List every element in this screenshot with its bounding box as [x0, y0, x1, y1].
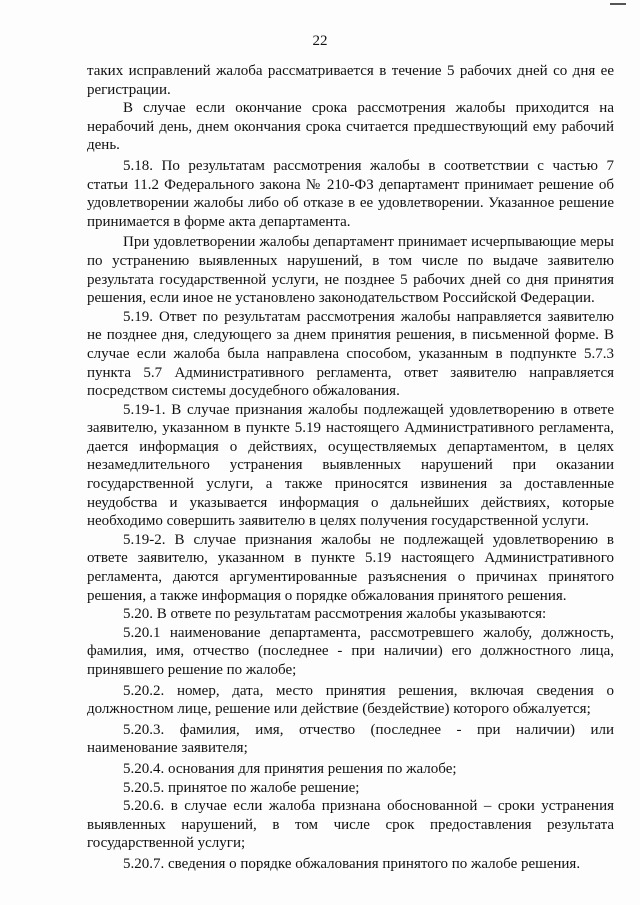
paragraph: При удовлетворении жалобы департамент принимает исчерпывающие меры по устранению выявленных нарушений, в том числе по выдаче заявителю результата государственной услуги, не позднее 5 рабочих дней со дня принятия решения, если иное не установлено законодательством Российской Федерации.	[87, 234, 614, 307]
paragraph: 5.20. В ответе по результатам рассмотрения жалобы указываются:	[123, 606, 547, 623]
paragraph: 5.20.4. основания для принятия решения по жалобе;	[123, 760, 457, 777]
paragraph: 5.20.6. в случае если жалоба признана обоснованной – сроки устранения выявленных нарушений, в том числе срок предоставления результата государственной услуги;	[87, 798, 614, 852]
page-number: 22	[312, 33, 328, 49]
paragraph: 5.19-1. В случае признания жалобы подлежащей удовлетворению в ответе заявителю, указанном в пункте 5.19 настоящего Административного регламента, дается информация о действиях, осуществляемых департаментом, в целях незамедлительного устранения выявленных нарушений при оказании государственной услуги, а также приносятся извинения за доставленные неудобства и указывается информация о дальнейших действиях, которые необходимо совершить заявителю в целях получения государственной услуги.	[87, 401, 614, 530]
paragraph: 5.20.2. номер, дата, место принятия решения, включая сведения о должностном лице, решение или действие (бездействие) которого обжалуется;	[87, 682, 614, 718]
paragraph: таких исправлений жалоба рассматривается в течение 5 рабочих дней со дня ее регистрации.	[87, 63, 614, 98]
paragraph: 5.20.5. принятое по жалобе решение;	[123, 779, 360, 796]
body-text	[87, 62, 614, 874]
paragraph: 5.20.7. сведения о порядке обжалования принятого по жалобе решения.	[123, 855, 581, 872]
paragraph: 5.20.1 наименование департамента, рассмотревшего жалобу, должность, фамилия, имя, отчество (последнее - при наличии) его должностного лица, принявшего решение по жалобе;	[87, 624, 614, 678]
scan-mark	[610, 3, 626, 5]
paragraph: 5.18. По результатам рассмотрения жалобы в соответствии с частью 7 статьи 11.2 Федерального закона № 210-ФЗ департамент принимает решение об удовлетворении жалобы либо об отказе в ее удовлетворении. Указанное решение принимается в форме акта департамента.	[87, 157, 614, 230]
paragraph: В случае если окончание срока рассмотрения жалобы приходится на нерабочий день, днем окончания срока считается предшествующий ему рабочий день.	[87, 100, 614, 154]
paragraph: 5.19. Ответ по результатам рассмотрения жалобы направляется заявителю не позднее дня, следующего за днем принятия решения, в письменной форме. В случае если жалоба была направлена способом, указанным в подпункте 5.7.3 пункта 5.7 Административного регламента, ответ заявителю направляется посредством системы досудебного обжалования.	[87, 308, 614, 400]
paragraph: 5.20.3. фамилия, имя, отчество (последнее - при наличии) или наименование заявителя;	[87, 721, 614, 757]
paragraph: 5.19-2. В случае признания жалобы не подлежащей удовлетворению в ответе заявителю, указанном в пункте 5.19 настоящего Административного регламента, даются аргументированные разъяснения о причинах принятого решения, а также информация о порядке обжалования принятого решения.	[87, 531, 614, 604]
